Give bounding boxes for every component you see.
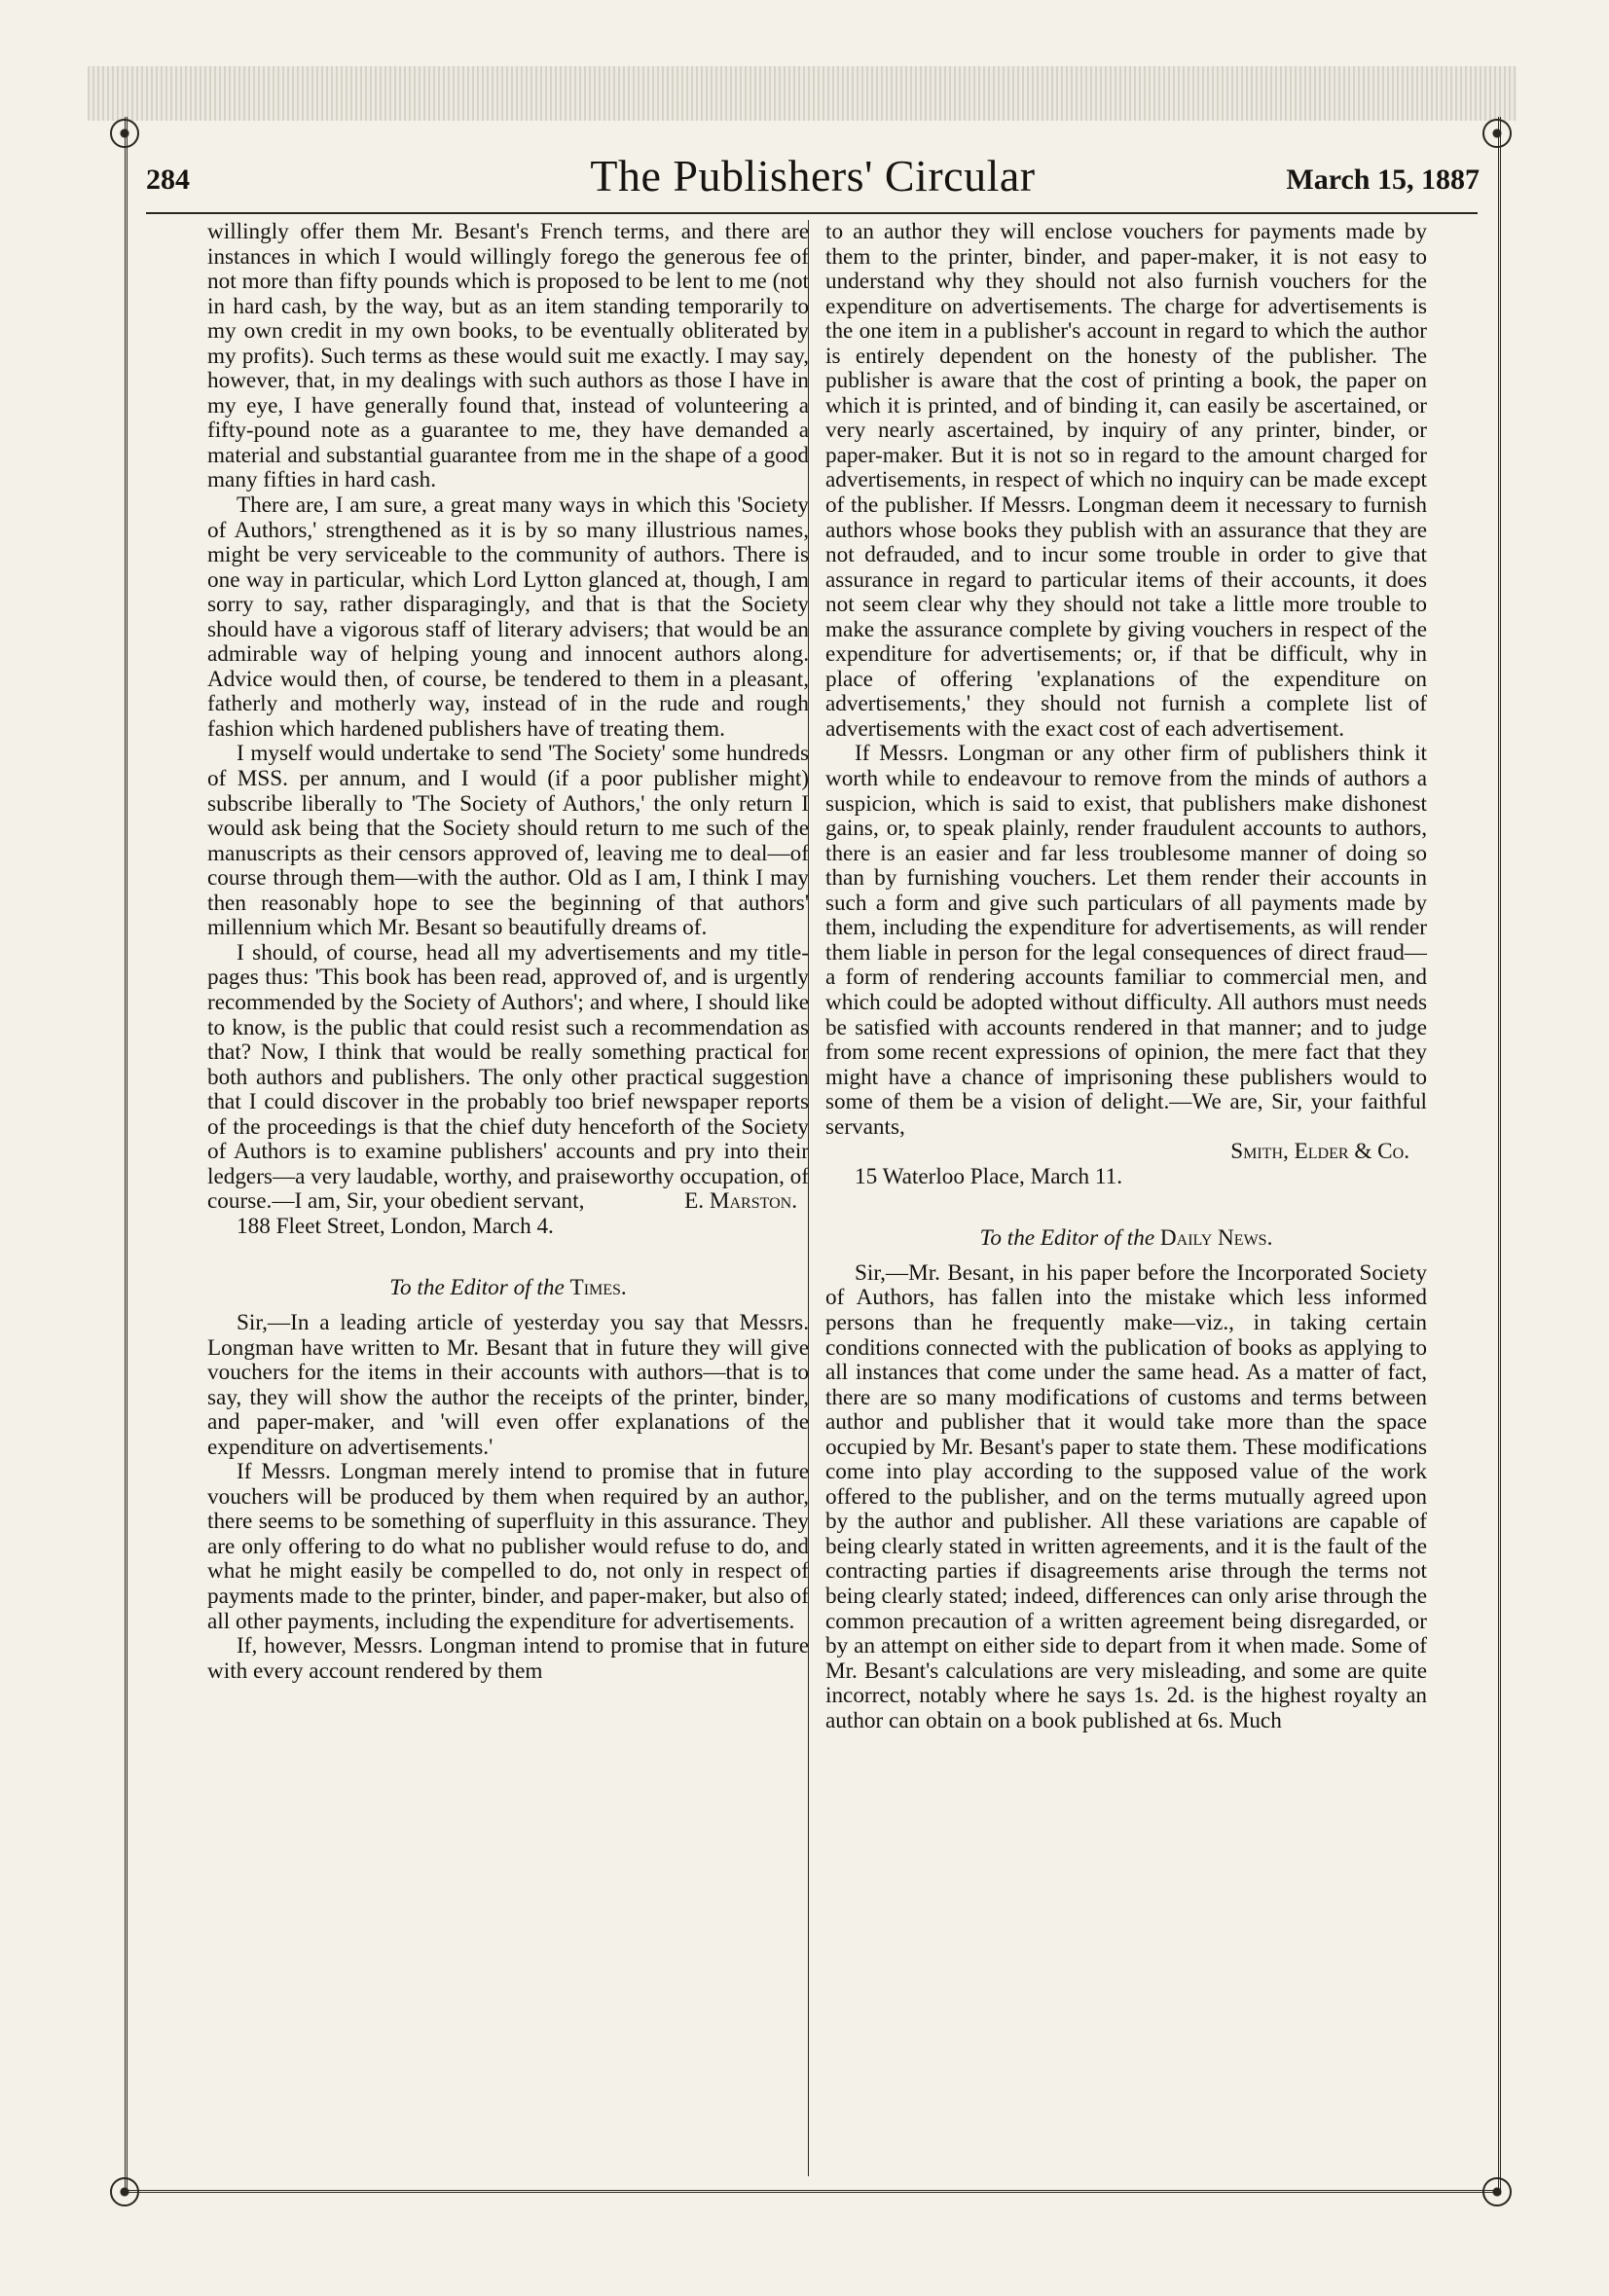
heading-prefix: To the Editor of the (979, 1225, 1155, 1252)
scan-artifact-band (88, 66, 1517, 121)
paragraph (207, 941, 809, 1215)
signature: Smith, Elder & Co. (1230, 1139, 1409, 1165)
signature: E. Marston. (684, 1188, 797, 1215)
corner-ornament-icon (1482, 119, 1512, 148)
heading-prefix: To the Editor of the (389, 1275, 565, 1301)
address-line: 188 Fleet Street, London, March 4. (237, 1213, 554, 1239)
column-divider (808, 220, 809, 2176)
paragraph: There are, I am sure, a great many ways in which this 'Society of Authors,' strengthened as it is by so many illustrious names, might be very serviceable to the community of authors. There is one way in particular, which Lord Lytton glanced at, though, I am sorry to say, rather disparagingly, and that is that the Society should have a vigorous staff of literary advisers; that would be an admirable way of helping young and innocent authors along. Advice would then, of course, be tendered to them in a pleasant, fatherly and motherly way, instead of in the rude and rough fashion which hardened publishers have of treating them. (207, 492, 809, 742)
newspaper-name: Daily News. (1159, 1225, 1273, 1252)
paragraph: Sir,—In a leading article of yesterday you say that Messrs. Longman have written to Mr. Besant that in future they will give vouchers for the items in their accounts with authors—that is to say, they will show the author the receipts of the printer, binder, and paper-maker, and 'will even offer explanations of the expenditure on advertisements.' (207, 1309, 809, 1460)
section-heading (207, 1276, 809, 1301)
paragraph: Sir,—Mr. Besant, in his paper before the Incorporated Society of Authors, has fallen into the mistake which less informed persons than he frequently make—viz., in taking certain conditions connected with the publication of books as applying to all instances that come under the same head. As a matter of fact, there are so many modifications of customs and terms between author and publisher that it would take more than the space occupied by Mr. Besant's paper to state them. These modifications come into play according to the supposed value of the work offered to the publisher, and on the terms mutually agreed upon by the author and publisher. All these variations are capable of being clearly stated in written agreements, and it is the fault of the contracting parties if disagreements arise through the terms not being clearly stated; indeed, differences can only arise through the common precaution of a written agreement being disregarded, or by an attempt on either side to depart from it when made. Some of Mr. Besant's calculations are very misleading, and some are quite incorrect, notably where he says 1s. 2d. is the highest royalty an author can obtain on a book published at 6s. Much (825, 1259, 1427, 1733)
corner-ornament-icon (1482, 2177, 1512, 2206)
publication-title: The Publishers' Circular (590, 151, 1036, 200)
paragraph-text: I should, of course, head all my advertisements and my title-pages thus: 'This book has been read, approved of, and is urgently recommended by the Society of Authors'; and where, I should like to know, is the public that could resist such a recommendation as that? Now, I think that would be really something practical for both authors and publishers. The only other practical suggestion that I could discover in the probably too brief newspaper reports of the proceedings is that the chief duty henceforth of the Society of Authors is to examine publishers' accounts and pry into their ledgers—a very laudable, worthy, and praiseworthy occupation, of course.—I am, Sir, your obedient servant, (207, 939, 809, 1215)
paragraph: to an author they will enclose vouchers for payments made by them to the printer, binder, and paper-maker, it is not easy to understand why they should not also furnish vouchers for the expenditure on advertisements. The charge for advertisements is the one item in a publisher's account in regard to which the author is entirely dependent on the honesty of the publisher. The publisher is aware that the cost of printing a book, the paper on which it is printed, and of binding it, can easily be ascertained, or very nearly ascertained, by inquiry of any printer, binder, or paper-maker. But it is not so in regard to the amount charged for advertisements, in respect of which no inquiry can be made except of the publisher. If Messrs. Longman deem it necessary to furnish authors whose books they publish with an assurance that they are not defrauded, and to incur some trouble in order to give that assurance in regard to particular items of their accounts, it does not seem clear why they should not take a little more trouble to make the assurance complete by giving vouchers in respect of the expenditure for advertisements; or, if that be difficult, why in place of offering 'explanations of the expenditure on advertisements,' they should not furnish a complete list of advertisements with the exact cost of each advertisement. (825, 219, 1427, 742)
paragraph: If, however, Messrs. Longman intend to promise that in future with every account rendered by them (207, 1633, 809, 1684)
paragraph: If Messrs. Longman or any other firm of publishers think it worth while to endeavour to remove from the minds of authors a suspicion, which is said to exist, that publishers make dishonest gains, or, to speak plainly, render fraudulent accounts to authors, there is an easier and far less troublesome manner of doing so than by furnishing vouchers. Let them render their accounts in such a form and give such particulars of all payments made by them, including the expenditure for advertisements, as will render them liable in person for the legal consequences of direct fraud—a form of rendering accounts familiar to commercial men, and which could be adopted without difficulty. All authors must needs be satisfied with accounts rendered in that manner; and to judge from some recent expressions of opinion, the mere fact that they might have a chance of imprisoning these publishers would to some of them be a vision of delight.—We are, Sir, your faithful servants, (825, 741, 1427, 1140)
page-border-bottom (125, 2190, 1497, 2193)
right-column (825, 220, 1427, 1733)
page-number: 284 (146, 164, 190, 196)
running-header (146, 146, 1480, 206)
section-heading (825, 1226, 1427, 1252)
paragraph: willingly offer them Mr. Besant's French terms, and there are instances in which I would willingly forego the generous fee of not more than fifty pounds which is proposed to be lent to me (not in hard cash, by the way, but as an item standing temporarily to my own credit in my own books, to be eventually obliterated by my profits). Such terms as these would suit me exactly. I may say, however, that, in my dealings with such authors as those I have in my eye, I have generally found that, instead of volunteering a fifty-pound note as a guarantee to me, they have demanded a material and substantial guarantee from me in the shape of a good many fifties in hard cash. (207, 219, 809, 493)
corner-ornament-icon (110, 119, 139, 148)
paragraph: I myself would undertake to send 'The Society' some hundreds of MSS. per annum, and I would (if a poor publisher might) subscribe liberally to 'The Society of Authors,' the only return I would ask being that the Society should return to me such of the manuscripts as their censors approved of, leaving me to deal—of course through them—with the author. Old as I am, I think I may then reasonably hope to see the beginning of that authors' millennium which Mr. Besant so beautifully dreams of. (207, 741, 809, 941)
newspaper-name: Times. (569, 1275, 627, 1301)
issue-date: March 15, 1887 (1286, 164, 1480, 196)
header-rule (146, 212, 1478, 214)
paragraph: If Messrs. Longman merely intend to promise that in future vouchers will be produced by them when required by an author, there seems to be something of superfluity in this assurance. They are only offering to do what no publisher would refuse to do, and what he might easily be compelled to do, not only in respect of payments made to the printer, binder, and paper-maker, but also of all other payments, including the expenditure for advertisements. (207, 1459, 809, 1634)
address-line: 15 Waterloo Place, March 11. (855, 1163, 1123, 1189)
corner-ornament-icon (110, 2177, 139, 2206)
left-column (207, 220, 809, 1684)
